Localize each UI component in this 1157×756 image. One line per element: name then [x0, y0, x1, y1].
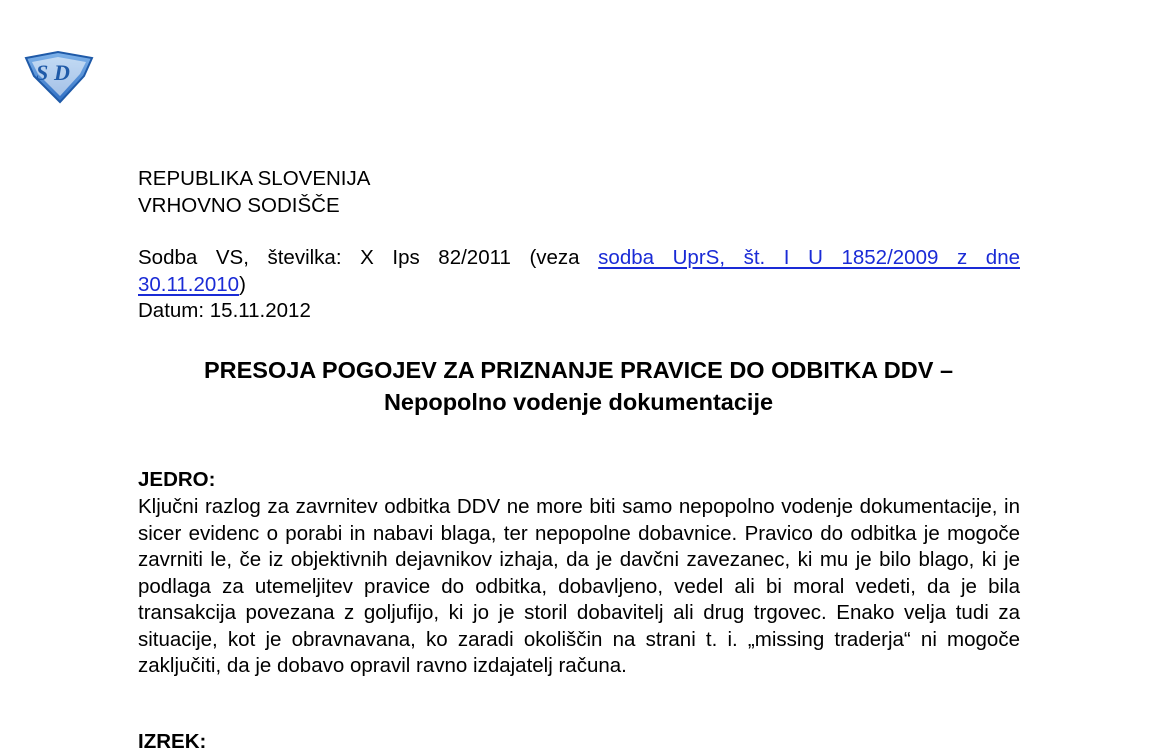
document-title-line1: PRESOJA POGOJEV ZA PRIZNANJE PRAVICE DO ODBITKA DDV – — [203, 357, 954, 383]
lower-court-judgment-link-date[interactable]: 30.11.2010 — [138, 272, 240, 296]
court-name: VRHOVNO SODIŠČE — [138, 193, 340, 217]
izrek-heading: IZREK: — [138, 730, 207, 753]
republic-name: REPUBLIKA SLOVENIJA — [138, 167, 371, 190]
jedro-text: Ključni razlog za zavrnitev odbitka DDV ne more biti samo nepopolno vodenje dokumentacije, in sicer evidenc o porabi in nabavi blaga, ter nepopolne dobavnice. Pravico do odbitka je mogoče zavrniti le, če iz objektivnih dejavnikov izhaja, da je davčni zavezanec, ki mu je bilo blago, ki je podlaga za utemeljitev pravice do odbitka, dobavljeno, vedel ali bi moral vedeti, da je bila transakcija povezana z goljufijo, ki jo je storil dobavitelj ali drug trgovec. Enako velja tudi za situacije, kot je obravnavana, ko zaradi okoliščin na strani t. i. „missing traderja“ ni mogoče zaključiti, da je dobavo opravil ravno izdajatelj računa. — [138, 495, 1020, 677]
lower-court-judgment-link[interactable]: sodba UprS, št. I U 1852/2009 z dne — [598, 246, 1020, 269]
svg-text:D: D — [54, 60, 70, 85]
case-number: Sodba VS, številka: X Ips 82/2011 (veza — [138, 246, 599, 269]
jedro-heading: JEDRO: — [138, 468, 216, 491]
judgment-date: Datum: 15.11.2012 — [138, 299, 311, 322]
case-reference-close: ) — [239, 272, 246, 296]
case-reference — [138, 245, 1020, 272]
document-header — [138, 166, 1020, 325]
svg-text:S: S — [36, 60, 49, 85]
jedro-paragraph — [138, 494, 1020, 680]
court-logo-icon — [22, 50, 96, 104]
document-title-line2: Nepopolno vodenje dokumentacije — [383, 389, 774, 415]
case-reference-cont — [138, 272, 1020, 299]
